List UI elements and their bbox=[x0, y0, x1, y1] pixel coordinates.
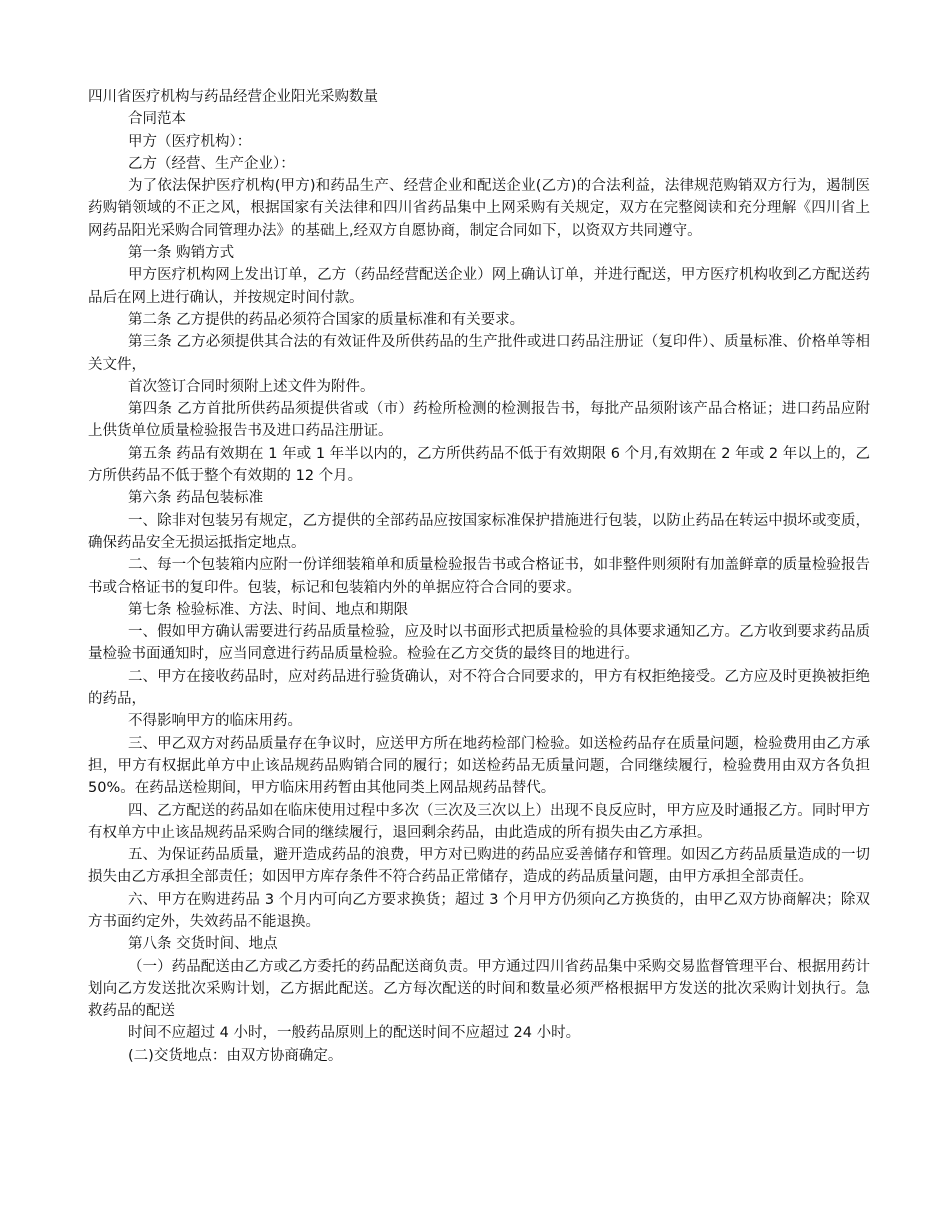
article-7-clause-2: 二、甲方在接收药品时，应对药品进行验货确认，对不符合合同要求的，甲方有权拒绝接受。乙方应及时更换被拒绝的药品， bbox=[88, 668, 870, 708]
party-b-line: 乙方（经营、生产企业）： bbox=[128, 155, 295, 172]
preamble-paragraph: 为了依法保护医疗机构(甲方)和药品生产、经营企业和配送企业(乙方)的合法利益，法律规范购销双方行为，遏制医药购销领域的不正之风，根据国家有关法律和四川省药品集中上网采购有关规定，双方在完整阅读和充分理解《四川省上网药品阳光采购合同管理办法》的基础上,经双方自愿协商，制定合同如下，以资双方共同遵守。 bbox=[88, 178, 870, 239]
article-7-clause-4: 四、乙方配送的药品如在临床使用过程中多次（三次及三次以上）出现不良反应时，甲方应及时通报乙方。同时甲方有权单方中止该品规药品采购合同的继续履行，退回剩余药品，由此造成的所有损失由乙方承担。 bbox=[88, 802, 870, 841]
article-7-clause-1: 一、假如甲方确认需要进行药品质量检验，应及时以书面形式把质量检验的具体要求通知乙方。乙方收到要求药品质量检验书面通知时，应当同意进行药品质量检验。检验在乙方交货的最终目的地进行。 bbox=[88, 624, 870, 663]
article-5-paragraph: 第五条 药品有效期在 1 年或 1 年半以内的，乙方所供药品不低于有效期限 6 个月,有效期在 2 年或 2 年以上的，乙方所供药品不低于整个有效期的 12 个月。 bbox=[88, 445, 870, 485]
article-8-clause-1-continuation: 时间不应超过 4 小时，一般药品原则上的配送时间不应超过 24 小时。 bbox=[128, 1025, 581, 1042]
article-7-heading: 第七条 检验标准、方法、时间、地点和期限 bbox=[128, 601, 409, 618]
article-1-body: 甲方医疗机构网上发出订单，乙方（药品经营配送企业）网上确认订单，并进行配送，甲方医疗机构收到乙方配送药品后在网上进行确认，并按规定时间付款。 bbox=[88, 267, 870, 306]
document-subtitle: 合同范本 bbox=[128, 111, 186, 128]
article-6-clause-2: 二、每一个包装箱内应附一份详细装箱单和质量检验报告书或合格证书，如非整件则须附有加盖鲜章的质量检验报告书或合格证书的复印件。包装，标记和包装箱内外的单据应符合合同的要求。 bbox=[88, 557, 870, 596]
article-3-paragraph: 第三条 乙方必须提供其合法的有效证件及所供药品的生产批件或进口药品注册证（复印件）、质量标准、价格单等相关文件， bbox=[88, 334, 870, 373]
article-7-clause-6: 六、甲方在购进药品 3 个月内可向乙方要求换货；超过 3 个月甲方仍须向乙方换货的，由甲乙双方协商解决；除双方书面约定外，失效药品不能退换。 bbox=[88, 891, 870, 930]
article-4-paragraph: 第四条 乙方首批所供药品须提供省或（市）药检所检测的检测报告书，每批产品须附该产品合格证；进口药品应附上供货单位质量检验报告书及进口药品注册证。 bbox=[88, 401, 870, 440]
document-title: 四川省医疗机构与药品经营企业阳光采购数量 bbox=[88, 89, 378, 105]
party-a-line: 甲方（医疗机构）： bbox=[128, 133, 252, 150]
article-1-heading: 第一条 购销方式 bbox=[128, 245, 235, 262]
article-2-paragraph: 第二条 乙方提供的药品必须符合国家的质量标准和有关要求。 bbox=[128, 311, 525, 328]
article-6-clause-1: 一、除非对包装另有规定，乙方提供的全部药品应按国家标准保护措施进行包装，以防止药品在转运中损坏或变质，确保药品安全无损运抵指定地点。 bbox=[88, 512, 870, 551]
article-8-heading: 第八条 交货时间、地点 bbox=[128, 936, 278, 953]
article-8-clause-2: (二)交货地点：由双方协商确定。 bbox=[128, 1047, 343, 1064]
article-6-heading: 第六条 药品包装标准 bbox=[128, 490, 264, 507]
article-3-continuation: 首次签订合同时须附上述文件为附件。 bbox=[128, 378, 375, 395]
article-7-clause-5: 五、为保证药品质量，避开造成药品的浪费，甲方对已购进的药品应妥善储存和管理。如因乙方药品质量造成的一切损失由乙方承担全部责任；如因甲方库存条件不符合药品正常储存，造成的药品质量问题，由甲方承担全部责任。 bbox=[88, 847, 870, 886]
article-7-clause-3: 三、甲乙双方对药品质量存在争议时，应送甲方所在地药检部门检验。如送检药品存在质量问题，检验费用由乙方承担，甲方有权据此单方中止该品规药品购销合同的履行；如送检药品无质量问题，合同继续履行，检验费用由双方各负担 50%。在药品送检期间，甲方临床用药暂由其他同类上网品规药品替代。 bbox=[88, 735, 870, 797]
contract-document bbox=[88, 86, 870, 1067]
article-7-clause-2-continuation: 不得影响甲方的临床用药。 bbox=[128, 713, 302, 730]
article-8-clause-1: （一）药品配送由乙方或乙方委托的药品配送商负责。甲方通过四川省药品集中采购交易监督管理平台、根据用药计划向乙方发送批次采购计划，乙方据此配送。乙方每次配送的时间和数量必须严格根据甲方发送的批次采购计划执行。急救药品的配送 bbox=[88, 958, 870, 1020]
